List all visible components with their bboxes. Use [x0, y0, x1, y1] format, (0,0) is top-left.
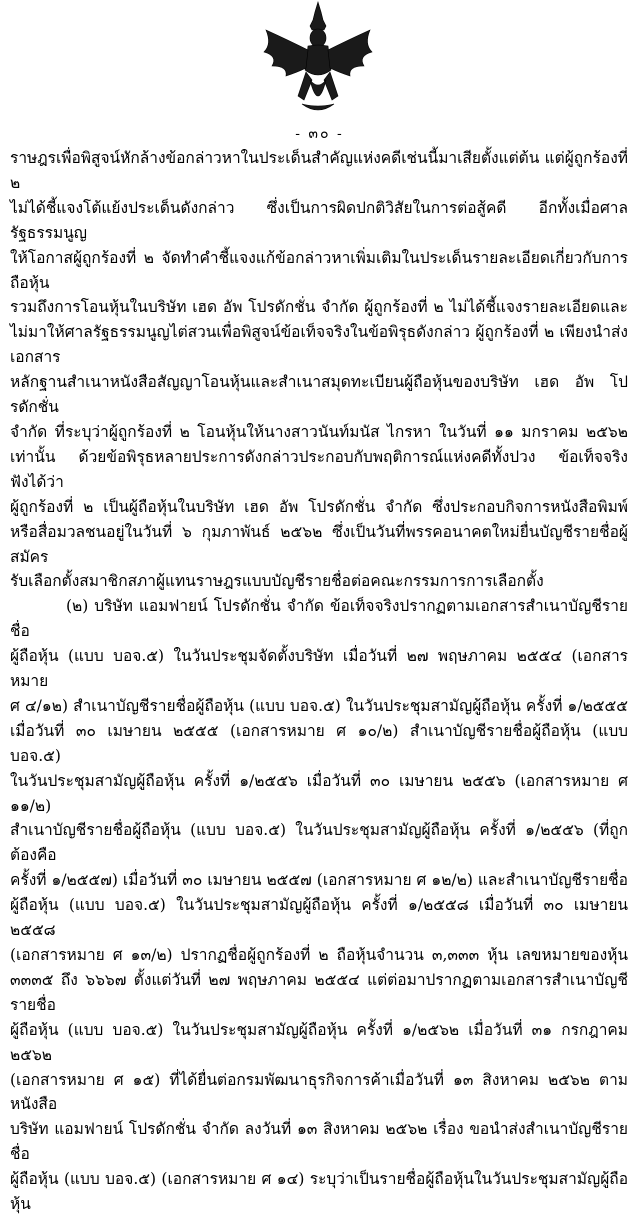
- text-line: ไม่ได้ชี้แจงโต้แย้งประเด็นดังกล่าว ซึ่งเป็นการผิดปกติวิสัยในการต่อสู้คดี อีกทั้งเมื่อศาลรัฐธรรมนูญ: [10, 198, 628, 242]
- text-line: เท่านั้น ด้วยข้อพิรุธหลายประการดังกล่าวประกอบกับพฤติการณ์แห่งคดีทั้งปวง ข้อเท็จจริงฟังได้ว่า: [10, 447, 628, 491]
- text-line: ๓๓๓๕ ถึง ๖๖๖๗ ตั้งแต่วันที่ ๒๗ พฤษภาคม ๒๕๕๔ แต่ต่อมาปรากฏตามเอกสารสำเนาบัญชีรายชื่อ: [10, 970, 628, 1014]
- text-line: ผู้ถือหุ้น (แบบ บอจ.๕) ในวันประชุมสามัญผู้ถือหุ้น ครั้งที่ ๑/๒๕๕๘ เมื่อวันที่ ๓๐ เมษายน ๒๕๕๘: [10, 896, 628, 940]
- text-line: (๒) บริษัท แอมฟายน์ โปรดักชั่น จำกัด ข้อเท็จจริงปรากฏตามเอกสารสำเนาบัญชีรายชื่อ: [10, 597, 628, 641]
- text-line: ไม่มาให้ศาลรัฐธรรมนูญไต่สวนเพื่อพิสูจน์ข้อเท็จจริงในข้อพิรุธดังกล่าว ผู้ถูกร้องที่ ๒ เพียงนำส่งเอกสาร: [10, 323, 628, 367]
- text-line: ศ ๔/๑๒) สำเนาบัญชีรายชื่อผู้ถือหุ้น (แบบ บอจ.๕) ในวันประชุมสามัญผู้ถือหุ้น ครั้งที่ ๑/๒๕๕๕: [10, 696, 628, 715]
- text-line: ครั้งที่ ๑/๒๕๕๗) เมื่อวันที่ ๓๐ เมษายน ๒๕๕๗ (เอกสารหมาย ศ ๑๒/๒) และสำเนาบัญชีรายชื่อ: [10, 871, 628, 890]
- text-line: ผู้ถือหุ้น (แบบ บอจ.๕) (เอกสารหมาย ศ ๑๔) ระบุว่าเป็นรายชื่อผู้ถือหุ้นในวันประชุมสามัญผู้ถือหุ้น: [10, 1170, 628, 1214]
- text-line: (เอกสารหมาย ศ ๑๓/๒) ปรากฏชื่อผู้ถูกร้องที่ ๒ ถือหุ้นจำนวน ๓,๓๓๓ หุ้น เลขหมายของหุ้น: [10, 946, 628, 964]
- text-line: สำเนาบัญชีรายชื่อผู้ถือหุ้น (แบบ บอจ.๕) ในวันประชุมสามัญผู้ถือหุ้น ครั้งที่ ๑/๒๕๕๖ (ที่ถูกต้องคือ: [10, 821, 628, 865]
- text-line: หลักฐานสำเนาหนังสือสัญญาโอนหุ้นและสำเนาสมุดทะเบียนผู้ถือหุ้นของบริษัท เฮด อัพ โปรดักชั่น: [10, 373, 628, 417]
- text-line: (เอกสารหมาย ศ ๑๕) ที่ได้ยื่นต่อกรมพัฒนาธุรกิจการค้าเมื่อวันที่ ๑๓ สิงหาคม ๒๕๖๒ ตามหนังสือ: [10, 1070, 628, 1114]
- text-line: บริษัท แอมฟายน์ โปรดักชั่น จำกัด ลงวันที่ ๑๓ สิงหาคม ๒๕๖๒ เรื่อง ขอนำส่งสำเนาบัญชีรายชื่อ: [10, 1120, 628, 1164]
- text-line: ผู้ถูกร้องที่ ๒ เป็นผู้ถือหุ้นในบริษัท เฮด อัพ โปรดักชั่น จำกัด ซึ่งประกอบกิจการหนังสือพิมพ์: [10, 497, 628, 516]
- text-line: รับเลือกตั้งสมาชิกสภาผู้แทนราษฎรแบบบัญชีรายชื่อต่อคณะกรรมการการเลือกตั้ง: [10, 572, 544, 591]
- garuda-emblem-icon: [258, 0, 378, 118]
- body-text: [10, 146, 628, 1217]
- page-number: - ๓๐ -: [295, 126, 344, 142]
- text-line: ราษฎรเพื่อพิสูจน์หักล้างข้อกล่าวหาในประเด็นสำคัญแห่งคดีเช่นนี้มาเสียตั้งแต่ต้น แต่ผู้ถูกร้องที่ ๒: [10, 149, 628, 192]
- text-line: จำกัด ที่ระบุว่าผู้ถูกร้องที่ ๒ โอนหุ้นให้นางสาวนันท์มนัส ไกรหา ในวันที่ ๑๑ มกราคม ๒๕๖๒: [10, 422, 628, 441]
- text-line: รวมถึงการโอนหุ้นในบริษัท เฮด อัพ โปรดักชั่น จำกัด ผู้ถูกร้องที่ ๒ ไม่ได้ชี้แจงรายละเอียดและ: [10, 298, 628, 317]
- text-line: ผู้ถือหุ้น (แบบ บอจ.๕) ในวันประชุมจัดตั้งบริษัท เมื่อวันที่ ๒๗ พฤษภาคม ๒๕๕๔ (เอกสารหมาย: [10, 647, 628, 691]
- text-line: ในวันประชุมสามัญผู้ถือหุ้น ครั้งที่ ๑/๒๕๕๖ เมื่อวันที่ ๓๐ เมษายน ๒๕๕๖ (เอกสารหมาย ศ ๑๑/๒): [10, 771, 628, 815]
- text-line: ให้โอกาสผู้ถูกร้องที่ ๒ จัดทำคำชี้แจงแก้ข้อกล่าวหาเพิ่มเติมในประเด็นรายละเอียดเกี่ยวกับการถือหุ้น: [10, 248, 628, 292]
- text-line: เมื่อวันที่ ๓๐ เมษายน ๒๕๕๕ (เอกสารหมาย ศ ๑๐/๒) สำเนาบัญชีรายชื่อผู้ถือหุ้น (แบบ บอจ.๕): [10, 721, 628, 765]
- text-line: ผู้ถือหุ้น (แบบ บอจ.๕) ในวันประชุมสามัญผู้ถือหุ้น ครั้งที่ ๑/๒๕๖๒ เมื่อวันที่ ๓๑ กรกฎาคม ๒๕๖๒: [10, 1020, 628, 1064]
- text-line: หรือสื่อมวลชนอยู่ในวันที่ ๖ กุมภาพันธ์ ๒๕๖๒ ซึ่งเป็นวันที่พรรคอนาคตใหม่ยื่นบัญชีรายชื่อผู้สมัคร: [10, 522, 628, 566]
